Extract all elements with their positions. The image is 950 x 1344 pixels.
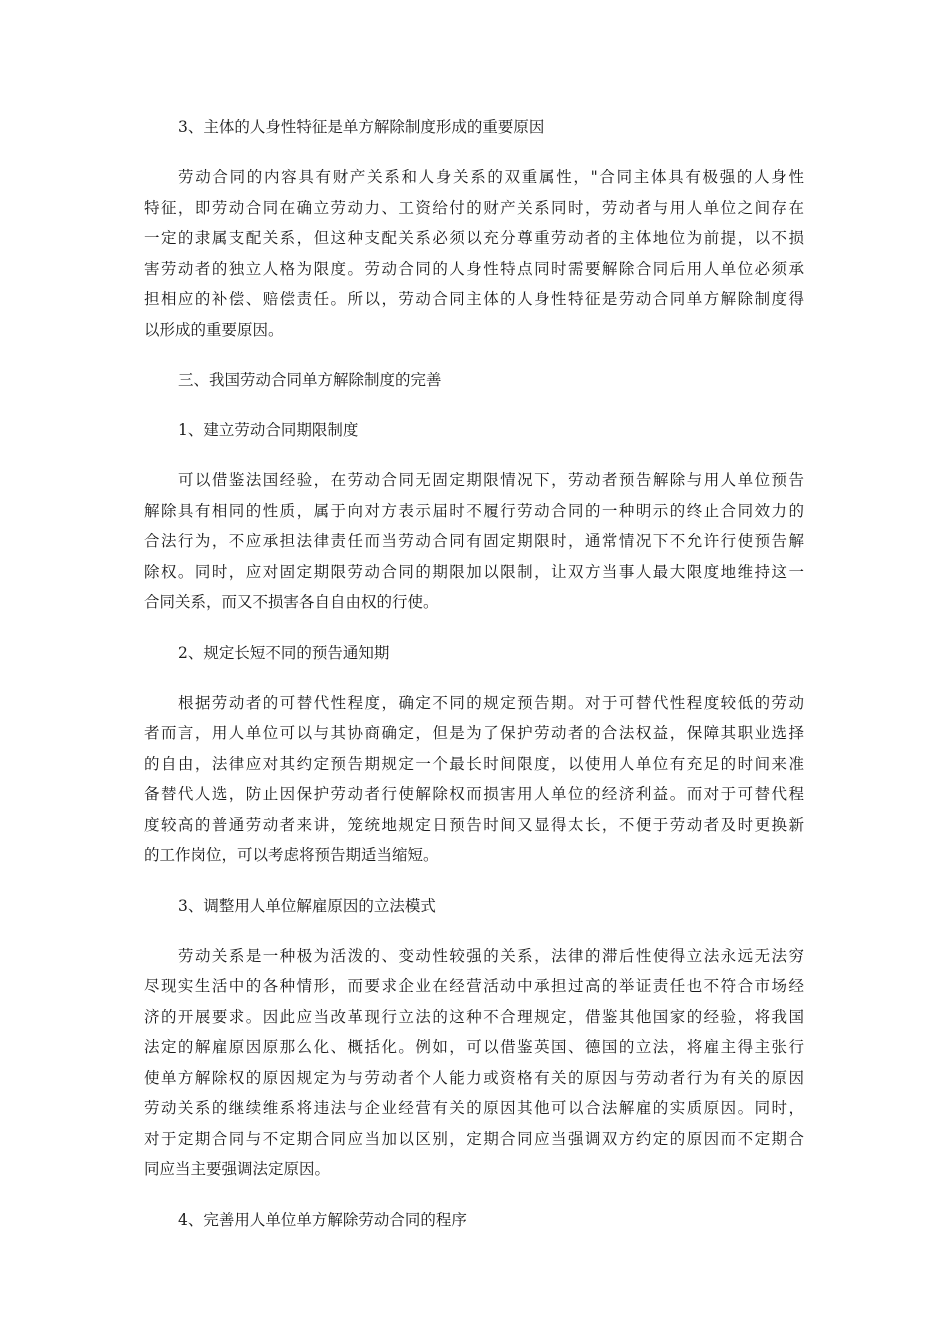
- paragraph-line: 根据劳动者的可替代性程度，确定不同的规定预告期。对于可替代性程度较低的劳动: [178, 693, 804, 712]
- paragraph-line: 合同关系，而又不损害各自自由权的行使。: [144, 593, 439, 611]
- paragraph-line: 特征，即劳动合同在确立劳动力、工资给付的财产关系同时，劳动者与用人单位之间存在: [144, 198, 804, 217]
- paragraph-line: 济的开展要求。因此应当改革现行立法的这种不合理规定，借鉴其他国家的经验，将我国: [144, 1007, 804, 1026]
- paragraph-line: 的自由，法律应对其约定预告期规定一个最长时间限度，以使用人单位有充足的时间来准: [144, 754, 804, 773]
- paragraph-line: 法定的解雇原因原那么化、概括化。例如，可以借鉴英国、德国的立法，将雇主得主张行: [144, 1038, 804, 1056]
- paragraph-line: 可以借鉴法国经验，在劳动合同无固定期限情况下，劳动者预告解除与用人单位预告: [178, 471, 804, 489]
- section-heading: 三、我国劳动合同单方解除制度的完善: [178, 371, 442, 389]
- paragraph-line: 同应当主要强调法定原因。: [144, 1160, 331, 1178]
- paragraph-line: 者而言，用人单位可以与其协商确定，但是为了保护劳动者的合法权益，保障其职业选择: [144, 724, 804, 742]
- section-heading: 1、建立劳动合同期限制度: [178, 421, 359, 439]
- paragraph-line: 解除具有相同的性质，属于向对方表示届时不履行劳动合同的一种明示的终止合同效力的: [144, 501, 804, 520]
- paragraph-line: 一定的隶属支配关系，但这种支配关系必须以充分尊重劳动者的主体地位为前提，以不损: [144, 229, 804, 247]
- document-body: [144, 112, 804, 1255]
- paragraph-line: 度较高的普通劳动者来讲，笼统地规定日预告时间又显得太长，不便于劳动者及时更换新: [144, 815, 804, 834]
- section-heading: 4、完善用人单位单方解除劳动合同的程序: [178, 1210, 467, 1229]
- paragraph-line: 害劳动者的独立人格为限度。劳动合同的人身性特点同时需要解除合同后用人单位必须承: [144, 259, 804, 278]
- paragraph: [144, 162, 804, 345]
- paragraph-line: 使单方解除权的原因规定为与劳动者个人能力或资格有关的原因与劳动者行为有关的原因: [144, 1068, 804, 1087]
- paragraph-line: 的工作岗位，可以考虑将预告期适当缩短。: [144, 846, 439, 864]
- paragraph-line: 除权。同时，应对固定期限劳动合同的期限加以限制，让双方当事人最大限度地维持这一: [144, 562, 804, 581]
- section-heading: 2、规定长短不同的预告通知期: [178, 643, 390, 662]
- paragraph-line: 以形成的重要原因。: [144, 320, 284, 339]
- paragraph-line: 合法行为，不应承担法律责任而当劳动合同有固定期限时，通常情况下不允许行使预告解: [144, 532, 804, 550]
- paragraph: [144, 688, 804, 871]
- paragraph-line: 劳动关系的继续维系将违法与企业经营有关的原因其他可以合法解雇的实质原因。同时，: [144, 1099, 804, 1117]
- paragraph-line: 对于定期合同与不定期合同应当加以区别，定期合同应当强调双方约定的原因而不定期合: [144, 1129, 804, 1148]
- paragraph-line: 尽现实生活中的各种情形，而要求企业在经营活动中承担过高的举证责任也不符合市场经: [144, 977, 804, 995]
- paragraph-line: 劳动合同的内容具有财产关系和人身关系的双重属性，"合同主体具有极强的人身性: [178, 168, 804, 186]
- paragraph: [144, 465, 804, 618]
- section-heading: 3、调整用人单位解雇原因的立法模式: [178, 896, 436, 915]
- paragraph-line: 备替代人选，防止因保护劳动者行使解除权而损害用人单位的经济利益。而对于可替代程: [144, 785, 804, 803]
- paragraph: [144, 941, 804, 1185]
- paragraph-line: 担相应的补偿、赔偿责任。所以，劳动合同主体的人身性特征是劳动合同单方解除制度得: [144, 290, 804, 308]
- paragraph-line: 劳动关系是一种极为活泼的、变动性较强的关系，法律的滞后性使得立法永远无法穷: [178, 946, 804, 965]
- section-heading: 3、主体的人身性特征是单方解除制度形成的重要原因: [178, 118, 545, 136]
